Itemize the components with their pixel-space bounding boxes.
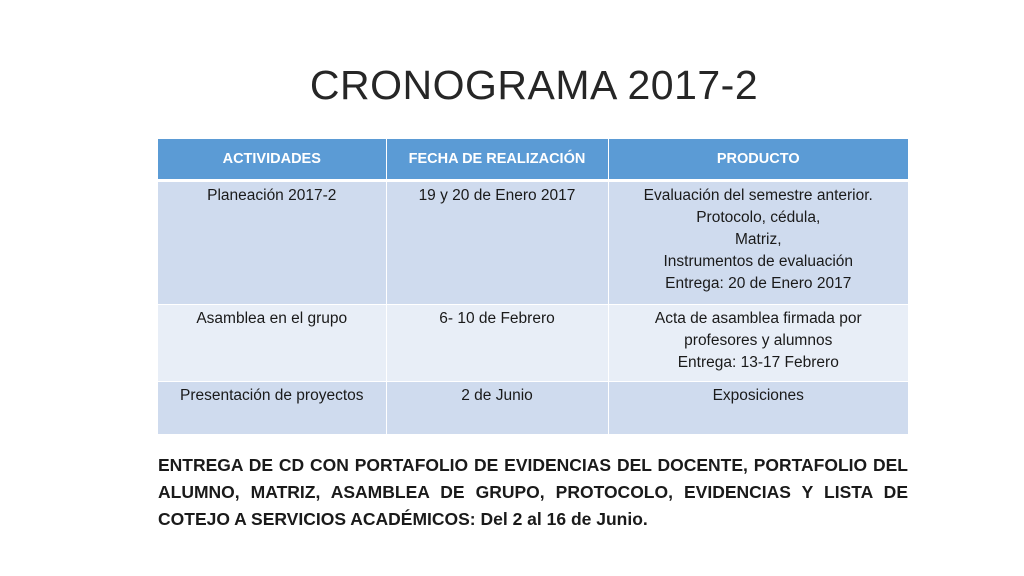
- slide-title: CRONOGRAMA 2017-2: [309, 62, 759, 108]
- producto-line: Exposiciones: [712, 387, 804, 404]
- cell-fecha: 6- 10 de Febrero: [386, 305, 608, 382]
- producto-line: Evaluación del semestre anterior.: [643, 187, 873, 204]
- producto-line: Acta de asamblea firmada por: [654, 310, 862, 327]
- schedule-table: [158, 139, 908, 435]
- cell-producto: [608, 305, 908, 382]
- producto-line: Entrega: 20 de Enero 2017: [665, 275, 852, 292]
- cell-producto: [608, 181, 908, 305]
- producto-line: Matriz,: [735, 231, 782, 248]
- producto-line: Entrega: 13-17 Febrero: [677, 354, 839, 371]
- header-actividades: ACTIVIDADES: [158, 139, 386, 181]
- cell-actividad: Planeación 2017-2: [158, 181, 386, 305]
- table-row: [158, 181, 908, 305]
- cell-producto: [608, 382, 908, 435]
- table-header-row: [158, 139, 908, 181]
- producto-line: Instrumentos de evaluación: [663, 253, 854, 270]
- cell-actividad: Asamblea en el grupo: [158, 305, 386, 382]
- cell-fecha: 19 y 20 de Enero 2017: [386, 181, 608, 305]
- header-producto: PRODUCTO: [608, 139, 908, 181]
- cell-actividad: Presentación de proyectos: [158, 382, 386, 435]
- delivery-note: ENTREGA DE CD CON PORTAFOLIO DE EVIDENCIAS DEL DOCENTE, PORTAFOLIO DEL ALUMNO, MATRIZ, ASAMBLEA DE GRUPO, PROTOCOLO, EVIDENCIAS Y LISTA DE COTEJO A SERVICIOS ACADÉMICOS: Del 2 al 16 de Junio.: [158, 455, 908, 529]
- producto-line: profesores y alumnos: [684, 332, 833, 349]
- table-row: [158, 382, 908, 435]
- header-fecha: FECHA DE REALIZACIÓN: [386, 139, 608, 181]
- producto-line: Protocolo, cédula,: [696, 209, 821, 226]
- table-row: [158, 305, 908, 382]
- cell-fecha: 2 de Junio: [386, 382, 608, 435]
